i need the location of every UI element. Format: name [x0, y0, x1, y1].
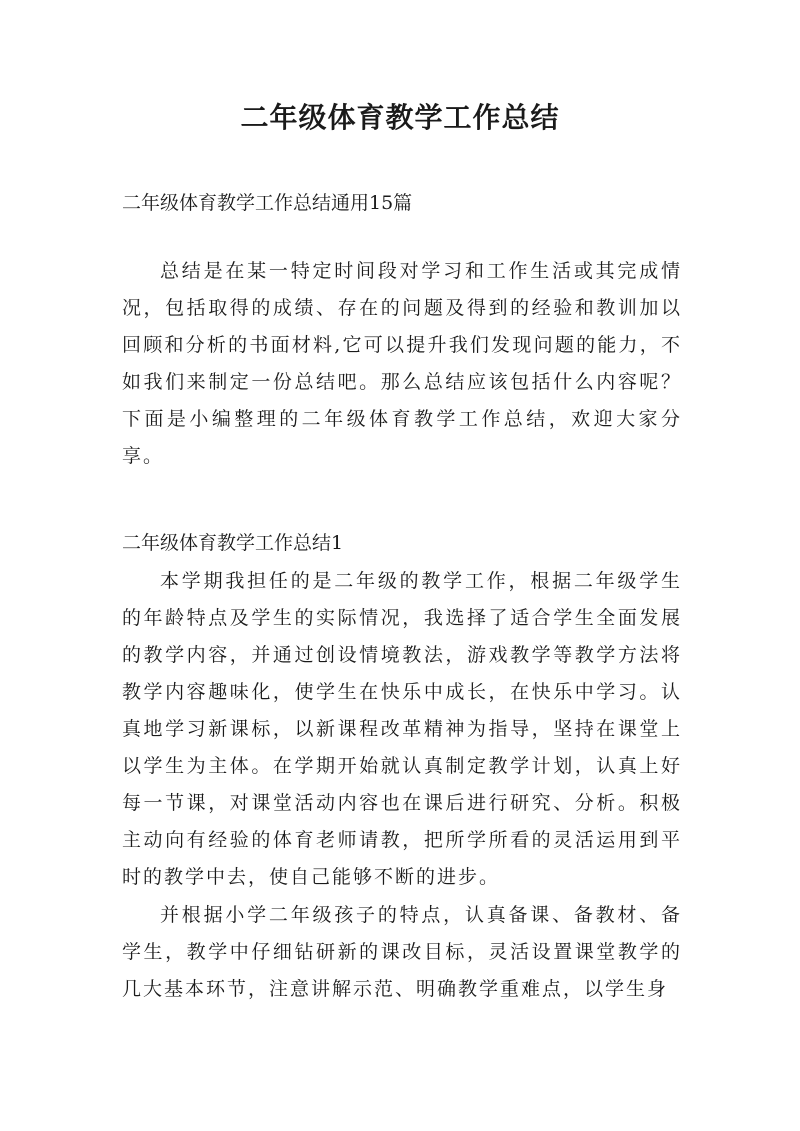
section-heading: 二年级体育教学工作总结1: [122, 532, 344, 554]
document-subtitle: 二年级体育教学工作总结通用15篇: [122, 192, 413, 214]
document-title: 二年级体育教学工作总结: [240, 101, 560, 134]
intro-paragraph: 总结是在某一特定时间段对学习和工作生活或其完成情况，包括取得的成绩、存在的问题及得到的经验和教训加以回顾和分析的书面材料,它可以提升我们发现问题的能力，不如我们来制定一份总结吧。那么总结应该包括什么内容呢？下面是小编整理的二年级体育教学工作总结，欢迎大家分享。: [122, 260, 682, 467]
body-paragraph-2: 并根据小学二年级孩子的特点，认真备课、备教材、备学生，教学中仔细钻研新的课改目标，灵活设置课堂教学的几大基本环节，注意讲解示范、明确教学重难点，以学生身: [122, 904, 682, 1000]
body-paragraph-1: 本学期我担任的是二年级的教学工作，根据二年级学生的年龄特点及学生的实际情况，我选择了适合学生全面发展的教学内容，并通过创设情境教法，游戏教学等教学方法将教学内容趣味化，使学生在快乐中成长，在快乐中学习。认真地学习新课标，以新课程改革精神为指导，坚持在课堂上以学生为主体。在学期开始就认真制定教学计划，认真上好每一节课，对课堂活动内容也在课后进行研究、分析。积极主动向有经验的体育老师请教，把所学所看的灵活运用到平时的教学中去，使自己能够不断的进步。: [122, 570, 682, 888]
